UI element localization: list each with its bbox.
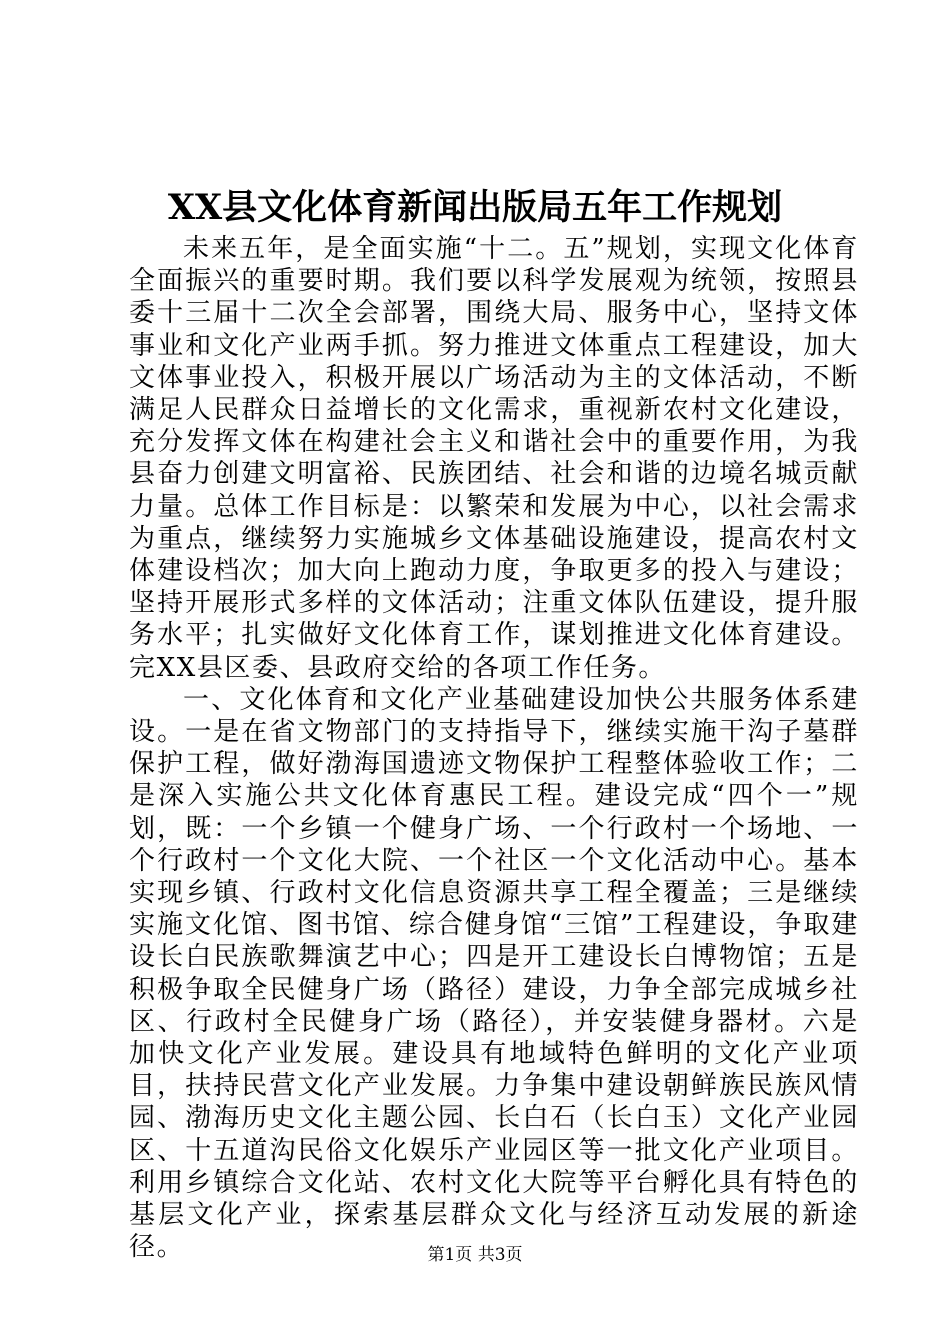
page-number-footer: 第1页 共3页 bbox=[427, 1245, 523, 1265]
document-body bbox=[129, 233, 859, 1264]
document-title: XX县文化体育新闻出版局五年工作规划 bbox=[167, 187, 783, 228]
body-paragraph: 一、文化体育和文化产业基础建设加快公共服务体系建设。一是在省文物部门的支持指导下，继续实施干沟子墓群保护工程，做好渤海国遗迹文物保护工程整体验收工作；二是深入实施公共文化体育惠民工程。建设完成“四个一”规划，既：一个乡镇一个健身广场、一个行政村一个场地、一个行政村一个文化大院、一个社区一个文化活动中心。基本实现乡镇、行政村文化信息资源共享工程全覆盖；三是继续实施文化馆、图书馆、综合健身馆“三馆”工程建设，争取建设长白民族歌舞演艺中心；四是开工建设长白博物馆；五是积极争取全民健身广场（路径）建设，力争全部完成城乡社区、行政村全民健身广场（路径），并安装健身器材。六是加快文化产业发展。建设具有地域特色鲜明的文化产业项目，扶持民营文化产业发展。力争集中建设朝鲜族民族风情园、渤海历史文化主题公园、长白石（长白玉）文化产业园区、十五道沟民俗文化娱乐产业园区等一批文化产业项目。利用乡镇综合文化站、农村文化大院等平台孵化具有特色的基层文化产业，探索基层群众文化与经济互动发展的新途径。 bbox=[129, 684, 859, 1263]
body-paragraph: 未来五年，是全面实施“十二。五”规划，实现文化体育全面振兴的重要时期。我们要以科学发展观为统领，按照县委十三届十二次全会部署，围绕大局、服务中心，坚持文体事业和文化产业两手抓。努力推进文体重点工程建设，加大文体事业投入，积极开展以广场活动为主的文体活动，不断满足人民群众日益增长的文化需求，重视新农村文化建设，充分发挥文体在构建社会主义和谐社会中的重要作用，为我县奋力创建文明富裕、民族团结、社会和谐的边境名城贡献力量。总体工作目标是：以繁荣和发展为中心，以社会需求为重点，继续努力实施城乡文体基础设施建设，提高农村文体建设档次；加大向上跑动力度，争取更多的投入与建设；坚持开展形式多样的文体活动；注重文体队伍建设，提升服务水平；扎实做好文化体育工作，谋划推进文化体育建设。完XX县区委、县政府交给的各项工作任务。 bbox=[129, 234, 859, 683]
